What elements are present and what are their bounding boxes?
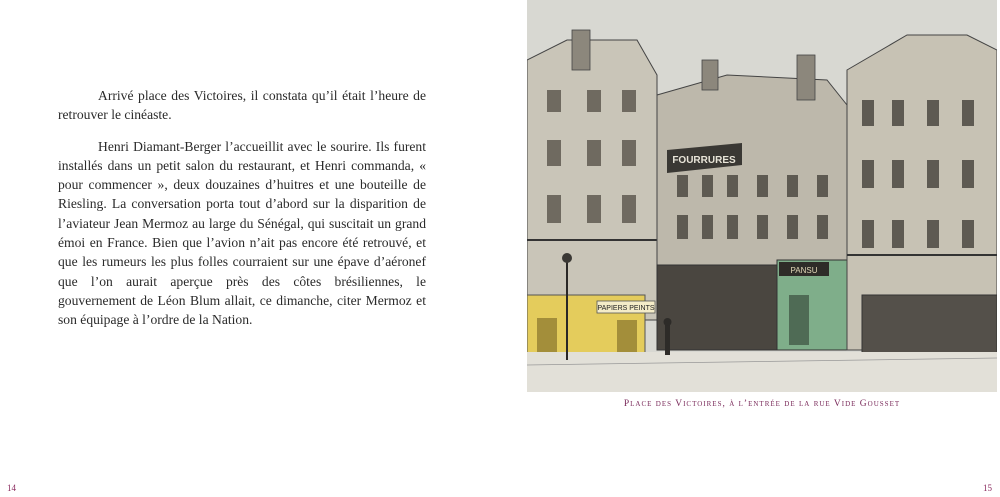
page-number-right: 15 xyxy=(983,483,992,493)
body-text xyxy=(58,86,426,342)
paragraph-1: Arrivé place des Victoires, il constata qu’il était l’heure de retrouver le cinéaste. xyxy=(58,88,426,123)
illustration-caption: Place des Victoires, à l’entrée de la rue Vide Gousset xyxy=(623,399,901,409)
sign-pansu: PANSU xyxy=(790,266,818,275)
right-page xyxy=(500,0,1000,497)
page-number-left: 14 xyxy=(7,483,16,493)
street-illustration xyxy=(527,0,997,392)
illustration-svg xyxy=(527,0,997,392)
paragraph-2: Henri Diamant-Berger l’accueillit avec le sourire. Ils furent installés dans un petit salon du restaurant, et Henri commanda, « pour commencer », deux douzaines d’huitres et une bouteille de Riesling. La conversation porta tout d’abord sur la disparition de l’aviateur Jean Mermoz au large du Sénégal, qui suscitait un grand émoi en France. Bien que l’avion n’ait pas encore été retrouvé, et que les rumeurs les plus folles courraient sur une épave d’aéronef que l’on aurait aperçue près des côtes brésiliennes, le gouvernement de Léon Blum allait, ce dimanche, citer Mermoz et son équipage à l’ordre de la Nation. xyxy=(58,138,426,328)
sign-fourrures: FOURRURES xyxy=(672,155,736,166)
sign-papiers-peints: PAPIERS PEINTS xyxy=(597,305,655,312)
